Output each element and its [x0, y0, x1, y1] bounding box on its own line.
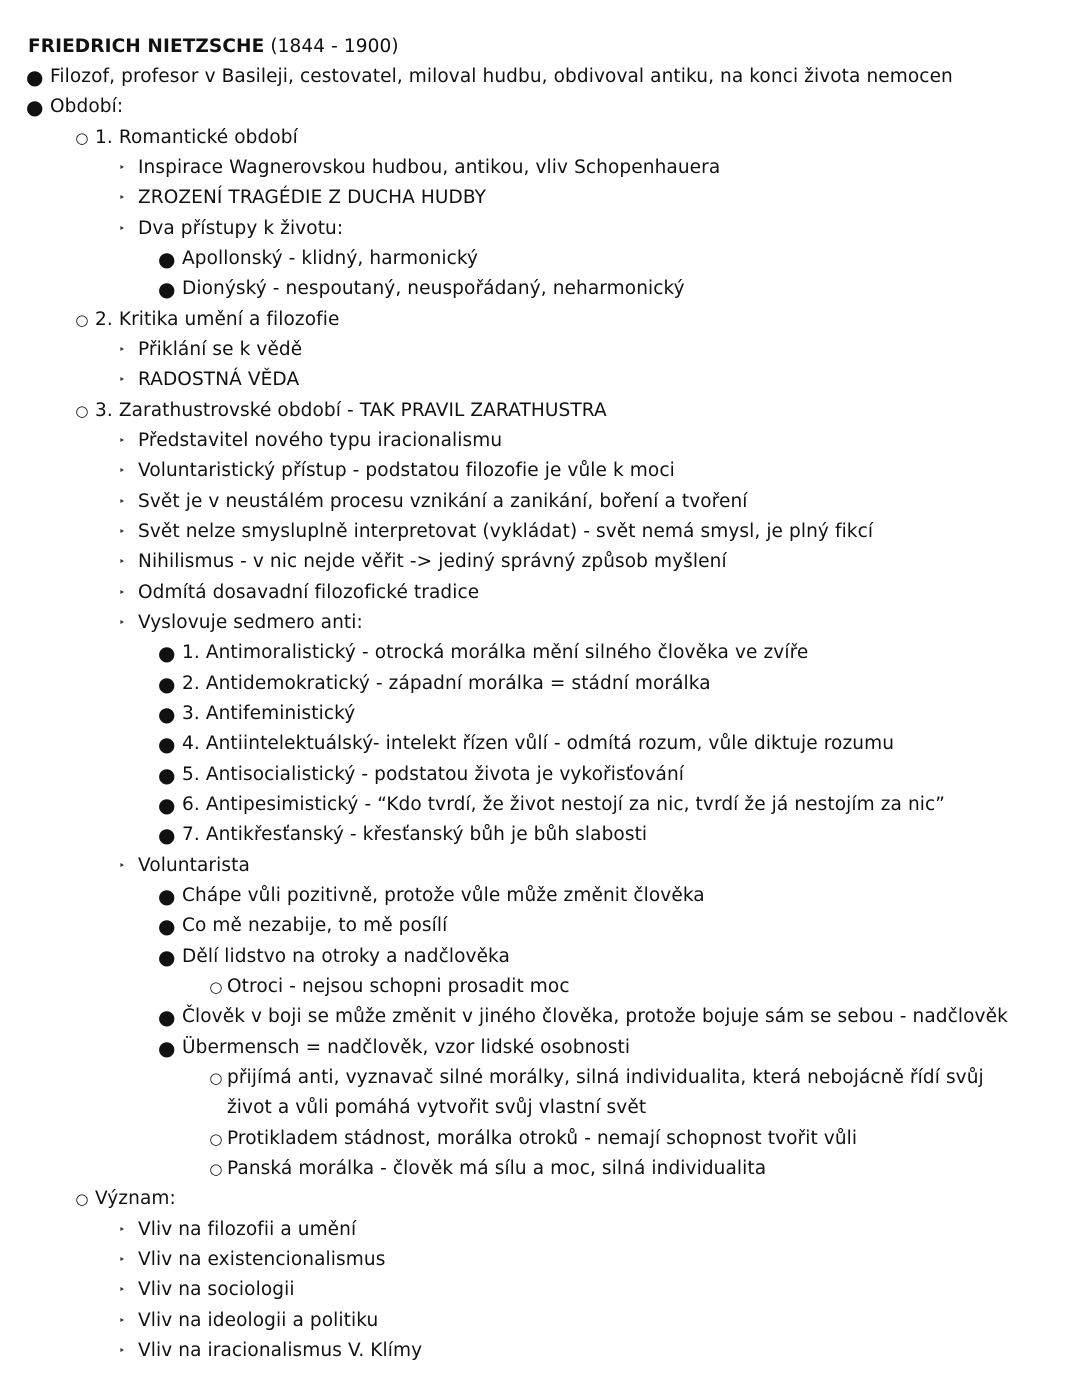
bullet-disc-icon: ● [158, 1035, 176, 1060]
outline-item-text: Co mě nezabije, to mě posílí [182, 915, 448, 937]
bullet-triangle-icon: ‣ [118, 494, 126, 508]
bullet-disc-icon: ● [158, 1005, 176, 1030]
bullet-disc-icon: ● [158, 246, 176, 271]
bullet-disc-icon: ● [158, 792, 176, 817]
outline-item-text: Inspirace Wagnerovskou hudbou, antikou, vliv Schopenhauera [138, 156, 721, 178]
title-name: FRIEDRICH NIETZSCHE [28, 36, 265, 57]
outline-item-text: Dionýský - nespoutaný, neuspořádaný, neharmonický [182, 278, 685, 300]
bullet-disc-icon: ● [158, 671, 176, 696]
bullet-disc-icon: ● [158, 883, 176, 908]
bullet-triangle-icon: ‣ [118, 858, 126, 872]
bullet-triangle-icon: ‣ [118, 1283, 126, 1297]
outline-item-text: Chápe vůli pozitivně, protože vůle může změnit člověka [182, 884, 705, 906]
outline-item-text: RADOSTNÁ VĚDA [138, 369, 300, 391]
title-years: (1844 - 1900) [264, 36, 399, 57]
outline-item-text: přijímá anti, vyznavač silné morálky, silná individualita, která nebojácně řídí svůj [227, 1066, 984, 1088]
outline-item-text: Voluntarista [138, 854, 250, 876]
bullet-triangle-icon: ‣ [118, 1252, 126, 1266]
bullet-circle-icon: ○ [209, 977, 223, 996]
outline-item-text: Vliv na sociologii [138, 1279, 295, 1301]
bullet-triangle-icon: ‣ [118, 524, 126, 538]
bullet-triangle-icon: ‣ [118, 1222, 126, 1236]
outline-item-text: Odmítá dosavadní filozofické tradice [138, 581, 480, 603]
outline-item-text: Übermensch = nadčlověk, vzor lidské osobnosti [182, 1036, 631, 1058]
outline-item-text: Vliv na iracionalismus V. Klímy [138, 1339, 423, 1361]
outline-item-text: 2. Antidemokratický - západní morálka = stádní morálka [182, 672, 711, 694]
outline-item-text: život a vůli pomáhá vytvořit svůj vlastní svět [227, 1097, 647, 1119]
bullet-disc-icon: ● [158, 944, 176, 969]
outline-item-text: 1. Romantické období [95, 126, 298, 148]
outline-item-text: Panská morálka - člověk má sílu a moc, silná individualita [227, 1157, 767, 1179]
bullet-disc-icon: ● [158, 277, 176, 302]
bullet-disc-icon: ● [158, 641, 176, 666]
outline-item-text: Voluntaristický přístup - podstatou filozofie je vůle k moci [138, 460, 675, 482]
bullet-circle-icon: ○ [209, 1129, 223, 1148]
outline-item-text: Dělí lidstvo na otroky a nadčlověka [182, 945, 510, 967]
outline-item-text: Vliv na filozofii a umění [138, 1218, 357, 1240]
bullet-circle-icon: ○ [209, 1068, 223, 1087]
outline-item-text: Otroci - nejsou schopni prosadit moc [227, 975, 570, 997]
bullet-triangle-icon: ‣ [118, 1343, 126, 1357]
bullet-triangle-icon: ‣ [118, 555, 126, 569]
bullet-circle-icon: ○ [209, 1159, 223, 1178]
bullet-triangle-icon: ‣ [118, 221, 126, 235]
outline-item-text: 1. Antimoralistický - otrocká morálka mění silného člověka ve zvíře [182, 642, 809, 664]
bullet-circle-icon: ○ [75, 128, 89, 147]
outline-item-text: ZROZENÍ TRAGÉDIE Z DUCHA HUDBY [138, 187, 487, 209]
bullet-triangle-icon: ‣ [118, 585, 126, 599]
outline-item-text: Představitel nového typu iracionalismu [138, 429, 503, 451]
bullet-triangle-icon: ‣ [118, 433, 126, 447]
bullet-triangle-icon: ‣ [118, 342, 126, 356]
outline-item-text: 2. Kritika umění a filozofie [95, 308, 340, 330]
bullet-circle-icon: ○ [75, 401, 89, 420]
bullet-disc-icon: ● [158, 732, 176, 757]
outline-item-text: 7. Antikřesťanský - křesťanský bůh je bůh slabosti [182, 824, 648, 846]
bullet-triangle-icon: ‣ [118, 160, 126, 174]
outline-item-text: Vliv na ideologii a politiku [138, 1309, 379, 1331]
bullet-circle-icon: ○ [75, 1190, 89, 1209]
bullet-triangle-icon: ‣ [118, 1313, 126, 1327]
outline-item-text: 3. Antifeministický [182, 702, 356, 724]
bullet-disc-icon: ● [158, 701, 176, 726]
outline-item-text: Svět je v neustálém procesu vznikání a zanikání, boření a tvoření [138, 490, 748, 512]
outline-item-text: Vliv na existencionalismus [138, 1248, 386, 1270]
bullet-triangle-icon: ‣ [118, 615, 126, 629]
bullet-disc-icon: ● [158, 914, 176, 939]
bullet-triangle-icon: ‣ [118, 464, 126, 478]
bullet-disc-icon: ● [158, 823, 176, 848]
outline-item-text: Význam: [95, 1188, 176, 1210]
outline-item-text: Vyslovuje sedmero anti: [138, 611, 363, 633]
bullet-circle-icon: ○ [75, 310, 89, 329]
outline-item-text: Člověk v boji se může změnit v jiného člověka, protože bojuje sám se sebou - nadčlověk [182, 1006, 1008, 1028]
outline-item-text: Nihilismus - v nic nejde věřit -> jediný správný způsob myšlení [138, 551, 727, 573]
outline-item-text: Filozof, profesor v Basileji, cestovatel, miloval hudbu, obdivoval antiku, na konci života nemocen [50, 66, 953, 87]
outline-item-text: Apollonský - klidný, harmonický [182, 247, 479, 269]
bullet-triangle-icon: ‣ [118, 191, 126, 205]
outline-item-text: 5. Antisocialistický - podstatou života je vykořisťování [182, 763, 685, 785]
bullet-triangle-icon: ‣ [118, 373, 126, 387]
outline-item-text: 4. Antiintelektuálský- intelekt řízen vůlí - odmítá rozum, vůle diktuje rozumu [182, 733, 895, 755]
outline-item-text: Přiklání se k vědě [138, 338, 303, 360]
outline-item-text: 3. Zarathustrovské období - TAK PRAVIL ZARATHUSTRA [95, 399, 607, 421]
outline-item-text: Dva přístupy k životu: [138, 217, 344, 239]
outline-item-text: Období: [50, 96, 124, 118]
outline-item-text: 6. Antipesimistický - “Kdo tvrdí, že život nestojí za nic, tvrdí že já nestojím za nic” [182, 793, 945, 815]
outline-item-text: Protikladem stádnost, morálka otroků - nemají schopnost tvořit vůli [227, 1127, 858, 1149]
outline-item-text: Svět nelze smysluplně interpretovat (vykládat) - svět nemá smysl, je plný fikcí [138, 520, 874, 542]
bullet-disc-icon: ● [26, 65, 44, 89]
bullet-disc-icon: ● [26, 95, 44, 120]
bullet-disc-icon: ● [158, 762, 176, 787]
